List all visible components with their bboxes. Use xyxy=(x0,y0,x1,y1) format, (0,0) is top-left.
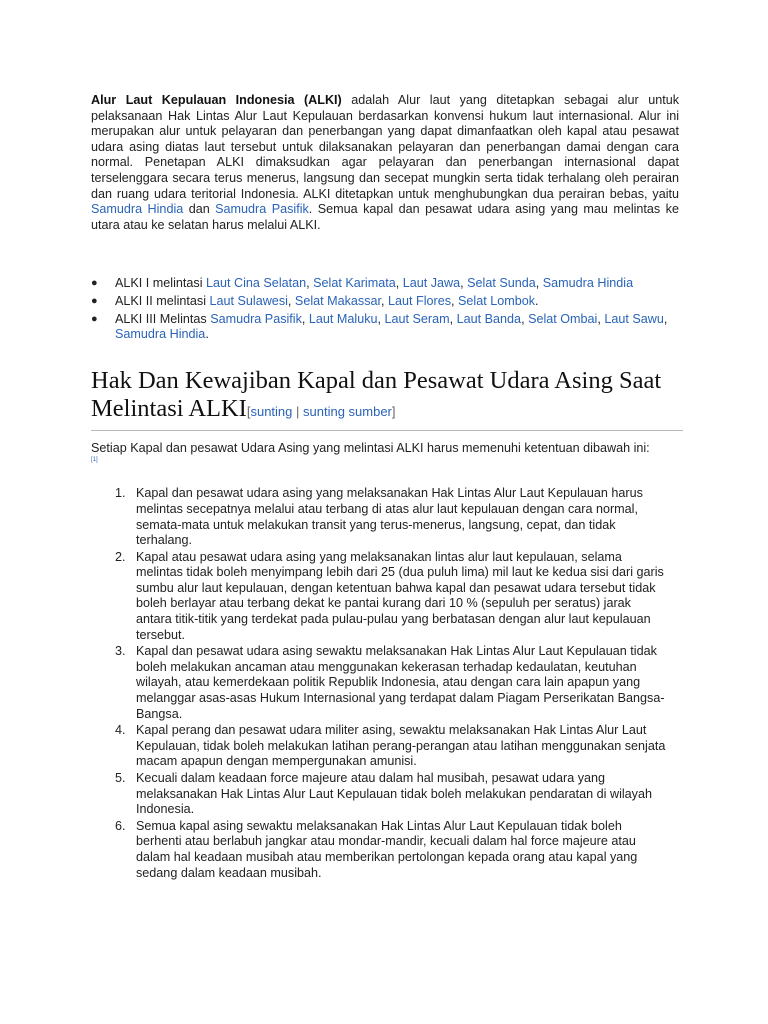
alki-item-suffix: . xyxy=(535,293,539,308)
alki-route-link[interactable]: Selat Ombai xyxy=(528,311,598,326)
alki-route-link[interactable]: Selat Karimata xyxy=(313,276,396,291)
rule-text: Kapal perang dan pesawat udara militer asing, sewaktu melaksanakan Hak Lintas Alur Laut Kepulauan, tidak boleh melakukan latihan perang-perangan atau latihan menggunakan senjata macam apapun dengan mempergunakan amunisi. xyxy=(136,723,666,769)
alki-item-prefix: ALKI I melintasi xyxy=(115,276,206,291)
section-title: Hak Dan Kewajiban Kapal dan Pesawat Udara Asing Saat Melintasi ALKI xyxy=(91,366,662,422)
alki-route-link[interactable]: Laut Seram xyxy=(384,311,450,326)
edit-bracket-open: [ xyxy=(246,403,251,419)
rule-item xyxy=(91,819,679,881)
rule-number: 2. xyxy=(115,549,126,564)
rule-item xyxy=(91,644,679,722)
intro-term: Alur Laut Kepulauan Indonesia (ALKI) xyxy=(91,93,342,107)
section-heading xyxy=(91,367,679,426)
alki-route-link[interactable]: Laut Sulawesi xyxy=(209,293,288,308)
alki-route-link[interactable]: Samudra Pasifik xyxy=(210,311,302,326)
alki-route-link[interactable]: Laut Cina Selatan xyxy=(206,276,307,291)
rule-number: 5. xyxy=(115,771,126,785)
edit-links xyxy=(247,404,396,419)
rule-number: 4. xyxy=(115,723,126,738)
rule-item xyxy=(91,771,679,818)
rule-text: Kapal dan pesawat udara asing sewaktu melaksanakan Hak Lintas Alur Laut Kepulauan tidak boleh melakukan ancaman atau menggunakan kekerasan terhadap kedaulatan, keutuhan wilayah, atau kemerdekaan politik Republik Indonesia, atau dengan cara lain apapun yang melanggar asas-asas Hukum Internasional yang terdapat dalam Piagam Perserikatan Bangsa-Bangsa. xyxy=(136,644,665,721)
article-body xyxy=(91,93,679,882)
edit-separator: | xyxy=(292,403,303,419)
alki-route-link[interactable]: Samudra Hindia xyxy=(542,276,634,291)
alki-item-suffix: . xyxy=(205,327,209,342)
rule-text: Kapal atau pesawat udara asing yang melaksanakan lintas alur laut kepulauan, selama melintas tidak boleh menyimpang lebih dari 25 (dua puluh lima) mil laut ke kedua sisi dari garis sumbu alur laut kepulauan, dengan ketentuan bahwa kapal dan pesawat udara tersebut tidak boleh berlayar atau terbang dekat ke pantai kurang dari 10 % (sepuluh per seratus) jarak antara titik-titik yang terdekat pada pulau-pulau yang berbatasan dengan alur laut kepulauan tersebut. xyxy=(136,549,664,642)
alki-item-prefix: ALKI II melintasi xyxy=(115,293,210,308)
heading-divider xyxy=(91,430,683,431)
alki-list-item: ● ALKI I melintasi Laut Cina Selatan, Selat Karimata, Laut Jawa, Selat Sunda, Samudra Hindia xyxy=(91,276,634,291)
rule-item xyxy=(91,486,679,548)
rule-item xyxy=(91,550,679,644)
rule-text: Kapal dan pesawat udara asing yang melaksanakan Hak Lintas Alur Laut Kepulauan harus melintas secepatnya melalui atau terbang di atas alur laut kepulauan dengan cara normal, semata-mata untuk melakukan transit yang terus-menerus, langsung, cepat, dan tidak terhalang. xyxy=(136,486,643,548)
edit-bracket-close: ] xyxy=(391,403,396,419)
intro-text-3: . Semua kapal dan pesawat udara asing yang mau melintas ke utara atau ke selatan harus melalui ALKI. xyxy=(91,202,679,232)
rule-text: Kecuali dalam keadaan force majeure atau dalam hal musibah, pesawat udara yang melaksanakan Hak Lintas Alur Laut Kepulauan tidak boleh melakukan pendaratan di wilayah Indonesia. xyxy=(136,771,652,817)
alki-route-link[interactable]: Selat Lombok xyxy=(458,293,536,308)
bullet-icon: ● xyxy=(91,312,98,325)
alki-route-link[interactable]: Samudra Hindia xyxy=(115,327,206,342)
rule-item xyxy=(91,723,679,770)
bullet-icon: ● xyxy=(91,277,98,290)
section-lead-text: Setiap Kapal dan pesawat Udara Asing yang melintasi ALKI harus memenuhi ketentuan dibawah ini: xyxy=(91,440,650,455)
bullet-icon: ● xyxy=(91,294,98,307)
rule-number: 6. xyxy=(115,818,126,833)
intro-text-1: adalah Alur laut yang ditetapkan sebagai alur untuk pelaksanaan Hak Lintas Alur Laut Kepulauan berdasarkan konvensi hukum laut internasional. Alur ini merupakan alur untuk pelayaran dan penerbangan yang dapat dimanfaatkan oleh kapal atau pesawat udara asing diatas laut tersebut untuk dilaksanakan pelayaran dan penerbangan damai dengan cara normal. Penetapan ALKI dimaksudkan agar pelayaran dan penerbangan internasional dapat terselenggara secara terus menerus, langsung dan secepat mungkin serta tidak terhalang oleh perairan dan ruang udara teritorial Indonesia. ALKI ditetapkan untuk menghubungkan dua perairan bebas, yaitu xyxy=(91,93,679,201)
alki-route-link[interactable]: Laut Jawa xyxy=(402,276,461,291)
alki-list-item: ● ALKI II melintasi Laut Sulawesi, Selat Makassar, Laut Flores, Selat Lombok. xyxy=(91,293,539,308)
section-lead xyxy=(91,441,679,465)
rule-text: Semua kapal asing sewaktu melaksanakan Hak Lintas Alur Laut Kepulauan tidak boleh berhenti atau berlabuh jangkar atau mondar-mandir, kecuali dalam hal force majeure atau dalam hal keadaan musibah atau memberikan pertolongan kepada orang atau kapal yang sedang dalam keadaan musibah. xyxy=(136,818,638,880)
alki-list-item: ● ALKI III Melintas Samudra Pasifik, Laut Maluku, Laut Seram, Laut Banda, Selat Ombai, Laut Sawu, Samudra Hindia. xyxy=(91,311,668,342)
alki-route-link[interactable]: Selat Makassar xyxy=(294,293,382,308)
edit-link[interactable]: sunting xyxy=(250,403,293,419)
intro-text-2: dan xyxy=(183,202,216,217)
alki-list xyxy=(91,276,679,342)
intro-paragraph xyxy=(91,93,679,233)
rule-number: 3. xyxy=(115,644,126,659)
alki-route-link[interactable]: Laut Maluku xyxy=(308,311,378,326)
edit-source-link[interactable]: sunting sumber xyxy=(303,403,392,419)
alki-item-prefix: ALKI III Melintas xyxy=(115,311,211,326)
alki-route-link[interactable]: Laut Flores xyxy=(388,293,452,308)
alki-route-link[interactable]: Laut Sawu xyxy=(604,311,664,326)
rule-number: 1. xyxy=(115,486,126,501)
link-samudra-pasifik[interactable]: Samudra Pasifik xyxy=(215,202,309,217)
alki-route-link[interactable]: Laut Banda xyxy=(456,311,522,326)
reference-link[interactable]: [1] xyxy=(91,457,98,464)
rules-list xyxy=(91,486,679,881)
alki-route-link[interactable]: Selat Sunda xyxy=(467,276,536,291)
link-samudra-hindia[interactable]: Samudra Hindia xyxy=(91,202,184,217)
